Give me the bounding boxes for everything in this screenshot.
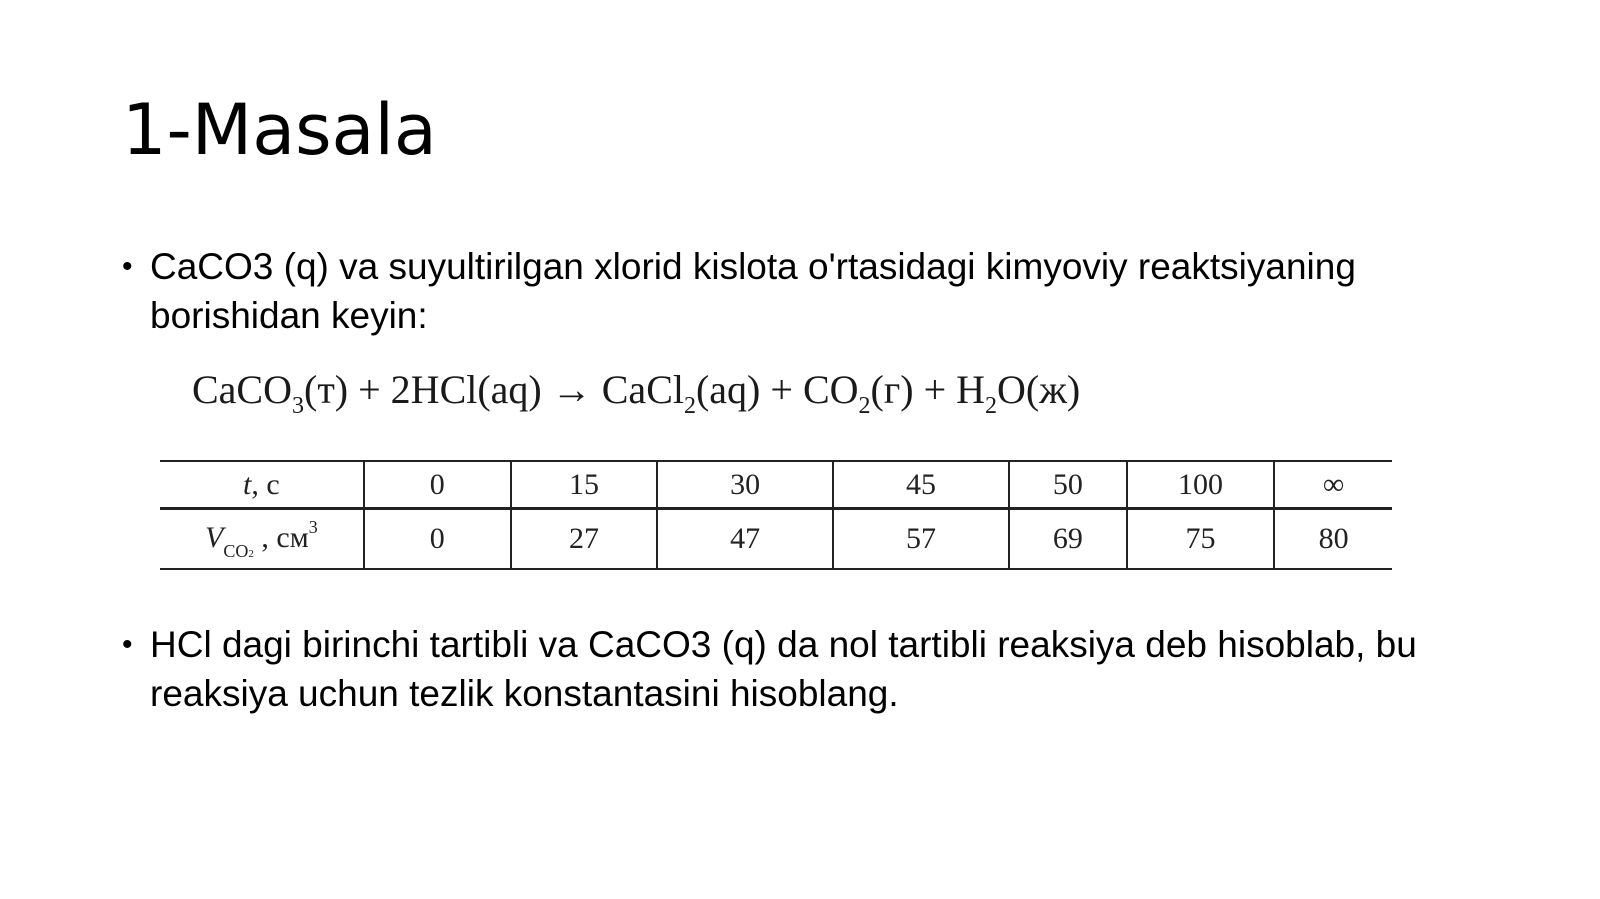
table-header-time — [160, 461, 364, 509]
bullet-text: HCl dagi birinchi tartibli va CaCO3 (q) da nol tartibli reaksiya deb hisoblab, bu reaksiya uchun tezlik konstantasini hisoblang. — [150, 624, 1417, 714]
table-row-time — [160, 461, 1392, 509]
volume-unit: , см — [253, 520, 309, 554]
time-variable: t — [243, 467, 252, 501]
table-row-volume — [160, 509, 1392, 570]
table-header-volume — [160, 509, 364, 570]
bullet-text: CaCO3 (q) va suyultirilgan xlorid kislota o'rtasidagi kimyoviy reaktsiyaning borishidan keyin: — [150, 246, 1356, 336]
bullet-item-reaction-intro — [122, 242, 1462, 340]
table-cell: 15 — [511, 461, 657, 509]
table-cell: 45 — [833, 461, 1009, 509]
equation-part: O(ж) — [997, 367, 1081, 412]
table-cell: 0 — [364, 509, 511, 570]
equation-part: CaCO — [192, 367, 292, 412]
equation-part: (aq) + CO — [695, 367, 859, 412]
volume-unit-exponent: 3 — [308, 516, 318, 537]
table-cell: 0 — [364, 461, 511, 509]
table-cell: 57 — [833, 509, 1009, 570]
table-cell: ∞ — [1274, 461, 1392, 509]
table-cell: 47 — [657, 509, 833, 570]
bullet-item-task — [122, 620, 1462, 718]
equation-part: (г) + H — [870, 367, 986, 412]
volume-subscript-index: 2 — [248, 547, 254, 560]
volume-variable: V — [205, 520, 224, 554]
table-cell: 27 — [511, 509, 657, 570]
table-cell: 30 — [657, 461, 833, 509]
equation-subscript: 3 — [292, 393, 304, 419]
equation-subscript: 2 — [985, 393, 998, 419]
equation-subscript: 2 — [858, 393, 871, 419]
time-unit: , с — [251, 467, 280, 501]
kinetics-data-table — [160, 460, 1392, 570]
slide-title: 1-Masala — [122, 89, 437, 171]
volume-subscript — [223, 541, 254, 561]
table-cell: 80 — [1274, 509, 1392, 570]
table-cell: 100 — [1127, 461, 1275, 509]
bullet-marker: • — [122, 628, 133, 661]
chemical-equation — [192, 364, 1081, 419]
table-cell: 75 — [1127, 509, 1275, 570]
equation-part: (т) + 2HCl(aq) → CaCl — [304, 367, 684, 412]
table-cell: 69 — [1009, 509, 1127, 570]
volume-subscript-text: CO — [223, 540, 249, 561]
equation-subscript: 2 — [683, 393, 696, 419]
bullet-marker: • — [122, 250, 133, 283]
table-cell: 50 — [1009, 461, 1127, 509]
